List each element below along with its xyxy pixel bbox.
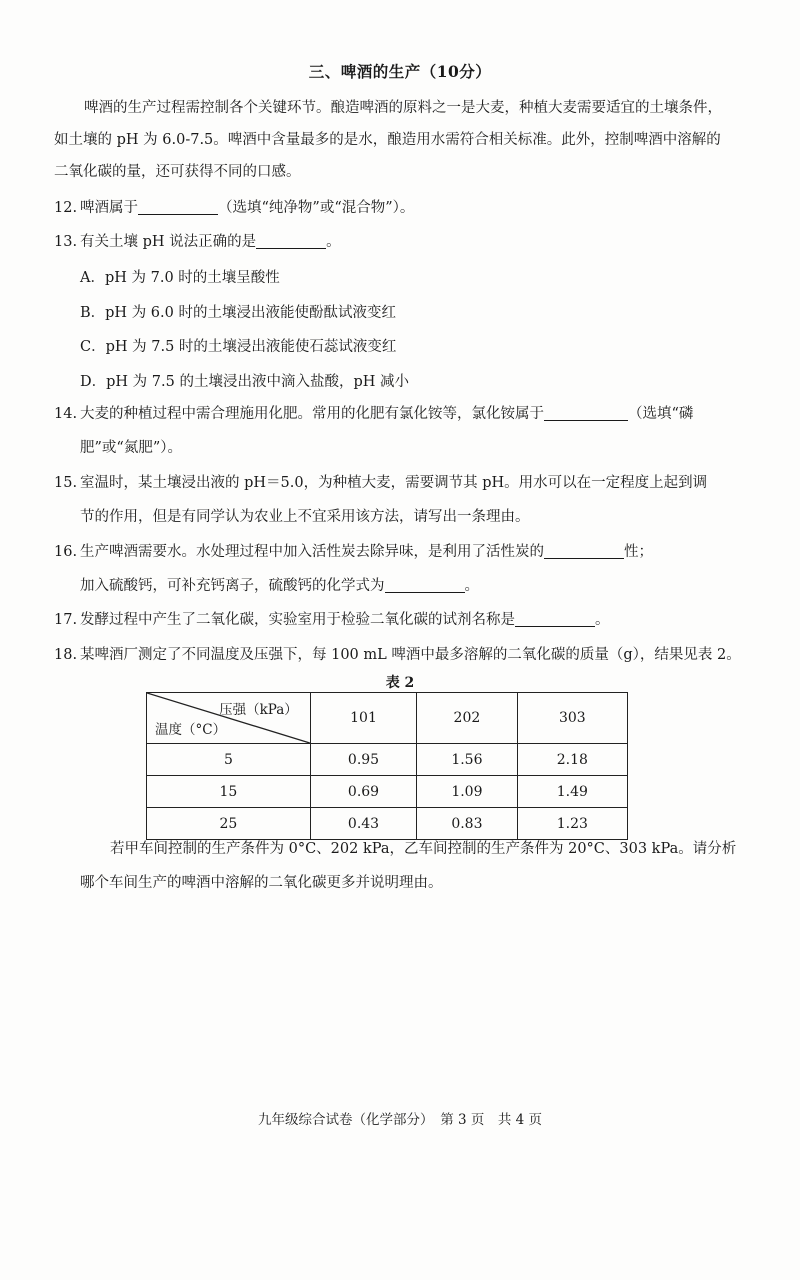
table-cell: 0.95 <box>310 744 416 776</box>
question-13: 13. 有关土壤 pH 说法正确的是 。 <box>54 225 744 259</box>
corner-label-temperature: 温度（°C） <box>155 722 227 738</box>
question-16: 16. 生产啤酒需要水。水处理过程中加入活性炭去除异味，是利用了活性炭的 性； <box>54 535 744 569</box>
question-18: 18. 某啤酒厂测定了不同温度及压强下，每 100 mL 啤酒中最多溶解的二氧化碳的质量（g），结果见表 2。 <box>54 647 741 663</box>
table-corner-cell <box>147 693 311 744</box>
answer-blank-14[interactable] <box>544 402 628 421</box>
table-row <box>147 776 628 808</box>
column-header: 303 <box>517 693 627 744</box>
question-14: 14. 大麦的种植过程中需合理施用化肥。常用的化肥有氯化铵等，氯化铵属于 （选填“磷 <box>54 397 744 431</box>
question-14-continued: 肥”或“氮肥”）。 <box>80 440 182 456</box>
option-13-c: C．pH 为 7.5 时的土壤浸出液能使石蕊试液变红 <box>80 339 397 355</box>
row-header: 5 <box>147 744 311 776</box>
table-cell: 1.09 <box>417 776 517 808</box>
table-cell: 2.18 <box>517 744 627 776</box>
answer-blank-16b[interactable] <box>385 574 465 593</box>
table-cell: 1.49 <box>517 776 627 808</box>
answer-blank-13[interactable] <box>256 230 326 249</box>
answer-blank-12[interactable] <box>138 196 218 215</box>
row-header: 15 <box>147 776 311 808</box>
question-18-prompt-line-1: 若甲车间控制的生产条件为 0°C、202 kPa，乙车间控制的生产条件为 20°C、303 kPa。请分析 <box>110 841 737 857</box>
answer-blank-16a[interactable] <box>544 540 624 559</box>
table-cell: 1.56 <box>417 744 517 776</box>
table-header-row <box>147 693 628 744</box>
intro-paragraph <box>54 92 744 188</box>
table-cell: 0.83 <box>417 808 517 840</box>
solubility-table <box>146 692 628 840</box>
intro-line-3: 二氧化碳的量，还可获得不同的口感。 <box>54 164 301 180</box>
option-13-b: B．pH 为 6.0 时的土壤浸出液能使酚酞试液变红 <box>80 305 396 321</box>
answer-blank-17[interactable] <box>515 608 595 627</box>
table-cell: 0.69 <box>310 776 416 808</box>
question-17: 17. 发酵过程中产生了二氧化碳，实验室用于检验二氧化碳的试剂名称是 。 <box>54 603 744 637</box>
option-13-d: D．pH 为 7.5 的土壤浸出液中滴入盐酸，pH 减小 <box>80 374 409 390</box>
question-18-prompt-line-2: 哪个车间生产的啤酒中溶解的二氧化碳更多并说明理由。 <box>80 875 443 891</box>
section-title: 三、啤酒的生产（10分） <box>308 62 492 81</box>
question-16-continued: 加入硫酸钙，可补充钙离子，硫酸钙的化学式为 。 <box>80 569 479 603</box>
table-row <box>147 744 628 776</box>
corner-label-pressure: 压强（kPa） <box>219 702 298 718</box>
column-header: 202 <box>417 693 517 744</box>
table-cell: 1.23 <box>517 808 627 840</box>
row-header: 25 <box>147 808 311 840</box>
column-header: 101 <box>310 693 416 744</box>
table-cell: 0.43 <box>310 808 416 840</box>
intro-line-2: 如土壤的 pH 为 6.0-7.5。啤酒中含量最多的是水，酿造用水需符合相关标准。此外，控制啤酒中溶解的 <box>54 132 721 148</box>
table-caption: 表 2 <box>385 675 415 691</box>
option-13-a: A．pH 为 7.0 时的土壤呈酸性 <box>80 270 280 286</box>
question-15-continued: 节的作用，但是有同学认为农业上不宜采用该方法，请写出一条理由。 <box>80 509 530 525</box>
question-12: 12. 啤酒属于 （选填“纯净物”或“混合物”）。 <box>54 191 744 225</box>
intro-line-1: 啤酒的生产过程需控制各个关键环节。酿造啤酒的原料之一是大麦，种植大麦需要适宜的土壤条件， <box>84 100 722 116</box>
question-15: 15. 室温时，某土壤浸出液的 pH＝5.0，为种植大麦，需要调节其 pH。用水可以在一定程度上起到调 <box>54 475 708 491</box>
page-footer: 九年级综合试卷（化学部分） 第 3 页 共 4 页 <box>257 1112 543 1128</box>
